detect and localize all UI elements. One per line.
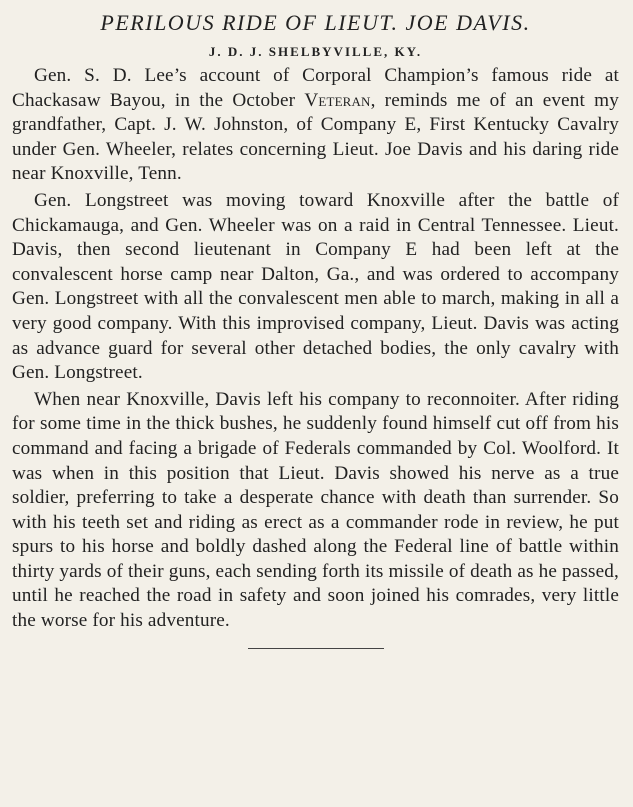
paragraph-1-start: Gen. S. D. Lee’s account of Corporal Champion’s famous ride at Chackasaw Bayou, in the October xyxy=(12,65,619,111)
end-rule-divider xyxy=(248,648,384,649)
article-title: PERILOUS RIDE OF LIEUT. JOE DAVIS. xyxy=(100,10,531,35)
article-byline: J. D. J. SHELBYVILLE, KY. xyxy=(208,44,423,59)
paragraph-3: When near Knoxville, Davis left his company to reconnoiter. After riding for some time in the thick bushes, he suddenly found himself cut off from his command and facing a brigade of Federals commanded by Col. Woolford. It was when in this position that Lieut. Davis showed his nerve as a true soldier, preferring to take a desperate chance with death than surrender. So with his teeth set and riding as erect as a commander rode in review, he put spurs to his horse and boldly dashed along the Federal line of battle within thirty yards of their guns, each sending forth its missile of death as he passed, until he reached the road in safety and soon joined his comrades, very little the worse for his adventure. xyxy=(12,388,619,632)
paragraph-1 xyxy=(12,64,619,187)
paragraph-2: Gen. Longstreet was moving toward Knoxville after the battle of Chickamauga, and Gen. Wheeler was on a raid in Central Tennessee. Lieut. Davis, then second lieutenant in Company E had been left at the convalescent horse camp near Dalton, Ga., and was ordered to accompany Gen. Longstreet with all the convalescent men able to march, making in all a very good company. With this improvised company, Lieut. Davis was acting as advance guard for several other detached bodies, the only cavalry with Gen. Longstreet. xyxy=(12,189,619,384)
paragraph-1-end: , reminds me of an event my grandfather, Capt. J. W. Johnston, of Company E, First Kentucky Cavalry under Gen. Wheeler, relates concerning Lieut. Joe Davis and his daring ride near Knoxville, Tenn. xyxy=(12,89,619,185)
veteran-magazine-name: Veteran xyxy=(304,89,371,111)
